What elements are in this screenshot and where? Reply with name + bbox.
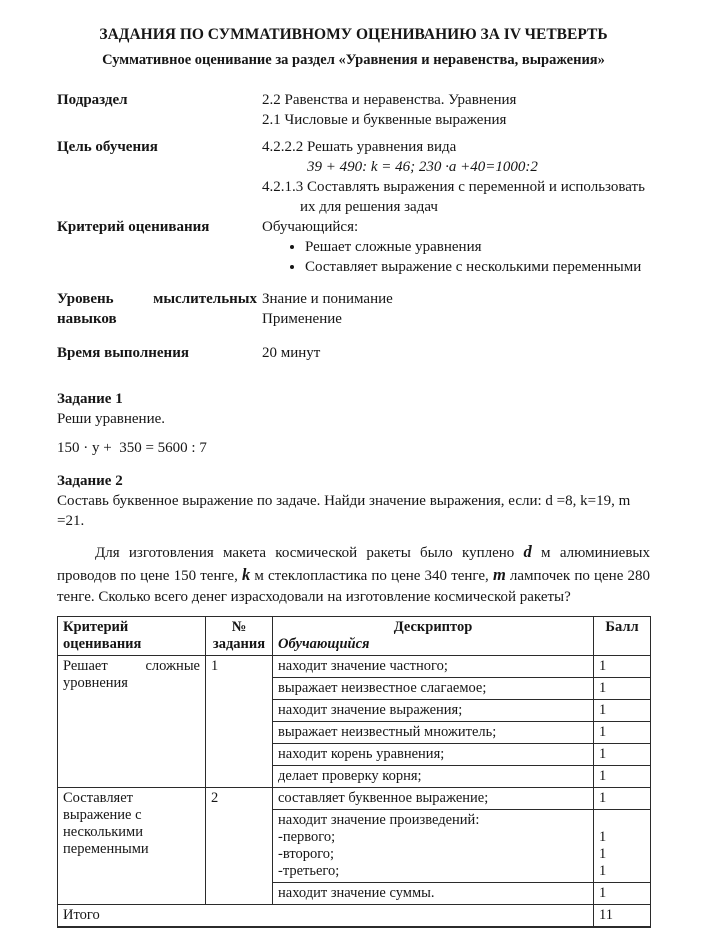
score-cell: 1 — [594, 722, 651, 744]
subsection-label: Подраздел — [57, 92, 128, 108]
header-descriptor-sub-label: Обучающийся — [278, 636, 370, 652]
criteria-bullet-list — [262, 237, 650, 277]
header-score-label: Балл — [605, 619, 639, 635]
task-no-group1-cell: 1 — [206, 656, 273, 788]
thinking-skills-label: Уровень мыслительных навыков — [57, 291, 257, 327]
objective-line: 4.2.2.2 Решать уравнения вида — [262, 139, 457, 155]
objective-line: их для решения задач — [300, 199, 438, 215]
descriptor-line: -первого; — [278, 829, 336, 845]
descriptor-cell: находит значение выражения; — [273, 700, 594, 722]
objective-label: Цель обучения — [57, 139, 158, 155]
score-cell-multiline — [594, 810, 651, 883]
header-criterion — [58, 617, 206, 656]
objective-line: 4.2.1.3 Составлять выражения с переменной и использовать — [262, 179, 645, 195]
objective-equation: 39 + 490: k = 46; 230 ·a +40=1000:2 — [307, 159, 538, 175]
task1-section — [57, 389, 650, 458]
total-row — [58, 905, 651, 928]
score-line: 1 — [599, 829, 607, 845]
total-score-cell: 11 — [594, 905, 651, 928]
variable-d: d — [523, 542, 532, 561]
descriptor-cell: выражает неизвестный множитель; — [273, 722, 594, 744]
criteria-bullet-item: • Составляет выражение с несколькими переменными — [305, 257, 650, 277]
score-cell: 1 — [594, 656, 651, 678]
meta-row-thinking-skills — [57, 289, 650, 329]
table-row — [58, 788, 651, 810]
header-criterion-label: Критерий оценивания — [63, 619, 142, 652]
meta-section — [57, 90, 650, 363]
variable-m: m — [492, 565, 506, 584]
criteria-bullet-item: • Решает сложные уравнения — [305, 237, 650, 257]
descriptor-cell: делает проверку корня; — [273, 766, 594, 788]
score-cell: 1 — [594, 788, 651, 810]
descriptor-cell: находит значение суммы. — [273, 883, 594, 905]
criteria-label: Критерий оценивания — [57, 219, 210, 235]
meta-row-criteria — [57, 217, 650, 277]
problem-text-part: лампочек по цене 280 тенге. Сколько всего денег израсходовали на изготовление космической ракеты? — [57, 568, 650, 605]
time-label: Время выполнения — [57, 345, 189, 361]
thinking-skills-line: Знание и понимание — [262, 291, 393, 307]
descriptor-cell-multiline — [273, 810, 594, 883]
problem-text-part: м алюминиевых проводов по цене 150 тенге, — [57, 545, 650, 584]
thinking-skills-line: Применение — [262, 311, 342, 327]
descriptor-line: -второго; — [278, 846, 335, 862]
criteria-value — [262, 217, 650, 277]
score-cell: 1 — [594, 766, 651, 788]
variable-k: k — [241, 565, 251, 584]
header-task-no — [206, 617, 273, 656]
subsection-line: 2.1 Числовые и буквенные выражения — [262, 112, 507, 128]
criteria-intro: Обучающийся: — [262, 219, 359, 235]
problem-text-part: Для изготовления макета космической ракеты было куплено — [95, 545, 524, 561]
task2-instruction: Составь буквенное выражение по задаче. Найди значение выражения, если: d =8, k=19, m =21. — [57, 493, 631, 529]
thinking-skills-value — [262, 289, 650, 329]
meta-row-time — [57, 343, 650, 363]
task1-equation: 150 · y + 350 = 5600 : 7 — [57, 440, 207, 456]
task1-instruction: Реши уравнение. — [57, 411, 166, 427]
criterion-group2-cell: Составляет выражение с несколькими переменными — [58, 788, 206, 905]
descriptor-cell: выражает неизвестное слагаемое; — [273, 678, 594, 700]
header-descriptor-label: Дескриптор — [393, 619, 473, 635]
header-score — [594, 617, 651, 656]
subsection-value — [262, 90, 650, 130]
score-cell: 1 — [594, 744, 651, 766]
score-cell: 1 — [594, 700, 651, 722]
objective-value — [262, 137, 650, 217]
task2-heading: Задание 2 — [57, 473, 123, 489]
meta-row-objective — [57, 137, 650, 217]
descriptor-line: -третьего; — [278, 863, 340, 879]
rubric-table — [57, 616, 651, 928]
score-cell: 1 — [594, 883, 651, 905]
task2-section — [57, 471, 650, 608]
time-value: 20 минут — [262, 345, 321, 361]
task2-problem-text — [57, 541, 650, 608]
descriptor-line: находит значение произведений: — [278, 812, 480, 828]
table-row — [58, 656, 651, 678]
problem-text-part: м стеклопластика по цене 340 тенге, — [250, 568, 493, 584]
task1-heading: Задание 1 — [57, 391, 123, 407]
page-title: ЗАДАНИЯ ПО СУММАТИВНОМУ ОЦЕНИВАНИЮ ЗА IV ЧЕТВЕРТЬ — [99, 26, 608, 43]
total-label-cell: Итого — [58, 905, 594, 928]
descriptor-cell: составляет буквенное выражение; — [273, 788, 594, 810]
descriptor-cell: находит значение частного; — [273, 656, 594, 678]
score-cell: 1 — [594, 678, 651, 700]
meta-row-subsection — [57, 90, 650, 130]
page-subtitle: Суммативное оценивание за раздел «Уравнения и неравенства, выражения» — [102, 52, 605, 68]
descriptor-cell: находит корень уравнения; — [273, 744, 594, 766]
rubric-header-row — [58, 617, 651, 656]
score-line: 1 — [599, 846, 607, 862]
score-line: 1 — [599, 863, 607, 879]
subsection-line: 2.2 Равенства и неравенства. Уравнения — [262, 92, 517, 108]
task-no-group2-cell: 2 — [206, 788, 273, 905]
header-descriptor — [273, 617, 594, 656]
criterion-group1-cell: Решает сложные уровнения — [58, 656, 206, 788]
header-task-no-label: № задания — [212, 619, 266, 652]
